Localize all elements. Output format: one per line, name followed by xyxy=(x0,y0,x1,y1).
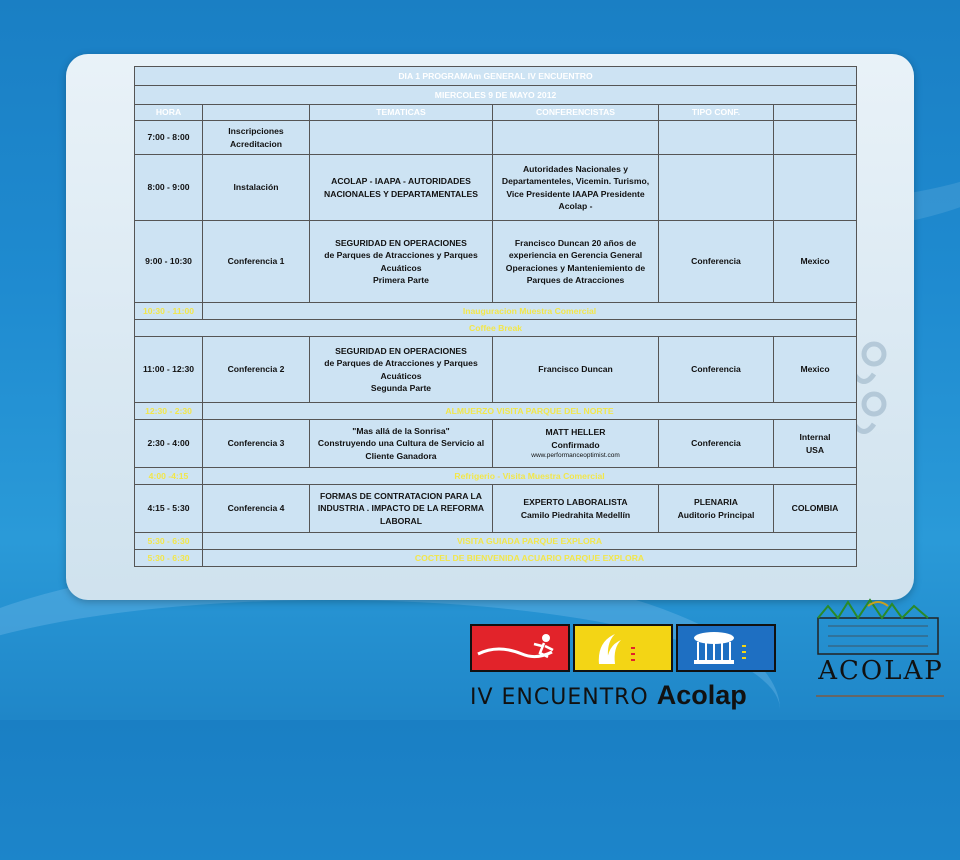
cell-modalidad: Conferencia xyxy=(659,221,774,303)
tema-line: de Parques de Atracciones y Parques Acuáticos xyxy=(324,358,478,381)
cell-modalidad: Conferencia xyxy=(659,420,774,468)
table-row xyxy=(135,121,857,155)
cell-tipo: Instalación xyxy=(203,155,310,221)
cell-actividad: ALMUERZO VISITA PARQUE DEL NORTE xyxy=(203,403,857,420)
schedule-title: DIA 1 PROGRAMAm GENERAL IV ENCUENTRO xyxy=(135,67,857,86)
cell-tema xyxy=(310,420,493,468)
conf-line: Confirmado xyxy=(551,439,600,450)
castle-icon xyxy=(808,596,948,658)
cell-tipo: Conferencia 1 xyxy=(203,221,310,303)
tema-line: SEGURIDAD EN OPERACIONES xyxy=(335,345,467,356)
cell-tema: FORMAS DE CONTRATACION PARA LA INDUSTRIA . IMPACTO DE LA REFORMA LABORAL xyxy=(310,485,493,533)
cell-actividad: Coffee Break xyxy=(135,320,857,337)
table-title-row xyxy=(135,67,857,86)
cell-actividad: COCTEL DE BIENVENIDA ACUARIO PARQUE EXPLORA xyxy=(203,550,857,567)
table-date-row xyxy=(135,86,857,105)
table-row xyxy=(135,221,857,303)
conf-line: Camilo Piedrahita Medellín xyxy=(520,509,631,520)
header-hora: HORA xyxy=(135,105,203,121)
cell-hora: 10:30 - 11:00 xyxy=(135,303,203,320)
modalidad-line: Auditorio Principal xyxy=(677,509,755,520)
conf-line: EXPERTO LABORALISTA xyxy=(523,497,628,508)
event-prefix: IV ENCUENTRO xyxy=(470,685,649,710)
runner-logo xyxy=(470,624,570,672)
table-row xyxy=(135,403,857,420)
cell-hora: 5:30 - 6:30 xyxy=(135,533,203,550)
table-row xyxy=(135,468,857,485)
cell-pais: COLOMBIA xyxy=(774,485,857,533)
table-row xyxy=(135,337,857,403)
cell-hora: 2:30 - 4:00 xyxy=(135,420,203,468)
cell-hora: 9:00 - 10:30 xyxy=(135,221,203,303)
schedule-date: MIERCOLES 9 DE MAYO 2012 xyxy=(135,86,857,105)
header-tipo-conf: TIPO CONF. xyxy=(659,105,774,121)
runner-icon xyxy=(472,628,568,668)
pais-line: Internal xyxy=(799,432,831,443)
cell-conferencista xyxy=(493,420,659,468)
cell-pais: Mexico xyxy=(774,221,857,303)
table-row xyxy=(135,533,857,550)
cell-actividad: VISITA GUIADA PARQUE EXPLORA xyxy=(203,533,857,550)
conf-line: MATT HELLER xyxy=(545,427,606,438)
cell-pais xyxy=(774,155,857,221)
tema-line: Segunda Parte xyxy=(370,382,432,393)
cell-hora: 5:30 - 6:30 xyxy=(135,550,203,567)
table-row xyxy=(135,550,857,567)
speaker-website-link[interactable]: www.performanceoptimist.com xyxy=(531,452,620,460)
cell-conferencista: Autoridades Nacionales y Departamenteles, Vicemin. Turismo, Vice Presidente IAAPA Presidente Acolap - xyxy=(493,155,659,221)
cell-conferencista: Francisco Duncan xyxy=(493,337,659,403)
table-row xyxy=(135,420,857,468)
modalidad-line: PLENARIA xyxy=(694,497,738,508)
cell-tipo: Conferencia 3 xyxy=(203,420,310,468)
tema-line: de Parques de Atracciones y Parques Acuáticos xyxy=(324,250,478,273)
event-brand: Acolap xyxy=(656,680,747,710)
cell-modalidad xyxy=(659,485,774,533)
cell-tema xyxy=(310,121,493,155)
cell-tipo: Conferencia 2 xyxy=(203,337,310,403)
cell-conferencista xyxy=(493,485,659,533)
cell-tema: ACOLAP - IAAPA - AUTORIDADES NACIONALES Y DEPARTAMENTALES xyxy=(310,155,493,221)
tema-line: Primera Parte xyxy=(373,274,429,285)
header-tematicas: TEMATICAS xyxy=(310,105,493,121)
header-conferencistas: CONFERENCISTAS xyxy=(493,105,659,121)
cell-pais xyxy=(774,121,857,155)
header-blank xyxy=(203,105,310,121)
cell-hora: 4:00 -4:15 xyxy=(135,468,203,485)
cell-actividad: Inauguracion Muestra Comercial xyxy=(203,303,857,320)
cell-tema xyxy=(310,337,493,403)
event-title xyxy=(470,680,790,712)
cell-hora: 8:00 - 9:00 xyxy=(135,155,203,221)
sponsor-logo-band xyxy=(470,624,776,672)
table-row xyxy=(135,303,857,320)
table-row xyxy=(135,485,857,533)
column-header-row xyxy=(135,105,857,121)
acolap-tagline xyxy=(816,694,944,699)
cell-modalidad xyxy=(659,121,774,155)
cell-tipo: Conferencia 4 xyxy=(203,485,310,533)
cell-hora: 12:30 - 2:30 xyxy=(135,403,203,420)
cell-hora: 4:15 - 5:30 xyxy=(135,485,203,533)
carousel-icon xyxy=(678,628,774,668)
table-row xyxy=(135,320,857,337)
schedule-table xyxy=(134,66,857,567)
table-row xyxy=(135,155,857,221)
cell-conferencista xyxy=(493,121,659,155)
wave-logo xyxy=(573,624,673,672)
cell-tema xyxy=(310,221,493,303)
tema-line: "Mas allá de la Sonrisa" xyxy=(352,425,450,436)
carousel-logo xyxy=(676,624,776,672)
cell-hora: 7:00 - 8:00 xyxy=(135,121,203,155)
tema-line: SEGURIDAD EN OPERACIONES xyxy=(335,237,467,248)
cell-tipo: Inscripciones Acreditacion xyxy=(203,121,310,155)
cell-hora: 11:00 - 12:30 xyxy=(135,337,203,403)
cell-modalidad xyxy=(659,155,774,221)
tema-line: Construyendo una Cultura de Servicio al Cliente Ganadora xyxy=(317,438,485,461)
cell-pais xyxy=(774,420,857,468)
cell-modalidad: Conferencia xyxy=(659,337,774,403)
acolap-wordmark: ACOLAP xyxy=(818,656,944,686)
acolap-logo xyxy=(808,596,948,714)
wave-icon xyxy=(575,628,671,668)
header-blank xyxy=(774,105,857,121)
pais-line: USA xyxy=(805,444,825,455)
cell-pais: Mexico xyxy=(774,337,857,403)
cell-actividad: Refrigerio - Visita Muestra Comercial xyxy=(203,468,857,485)
cell-conferencista: Francisco Duncan 20 años de experiencia en Gerencia General Operaciones y Manteniemiento de Parques de Atracciones xyxy=(493,221,659,303)
